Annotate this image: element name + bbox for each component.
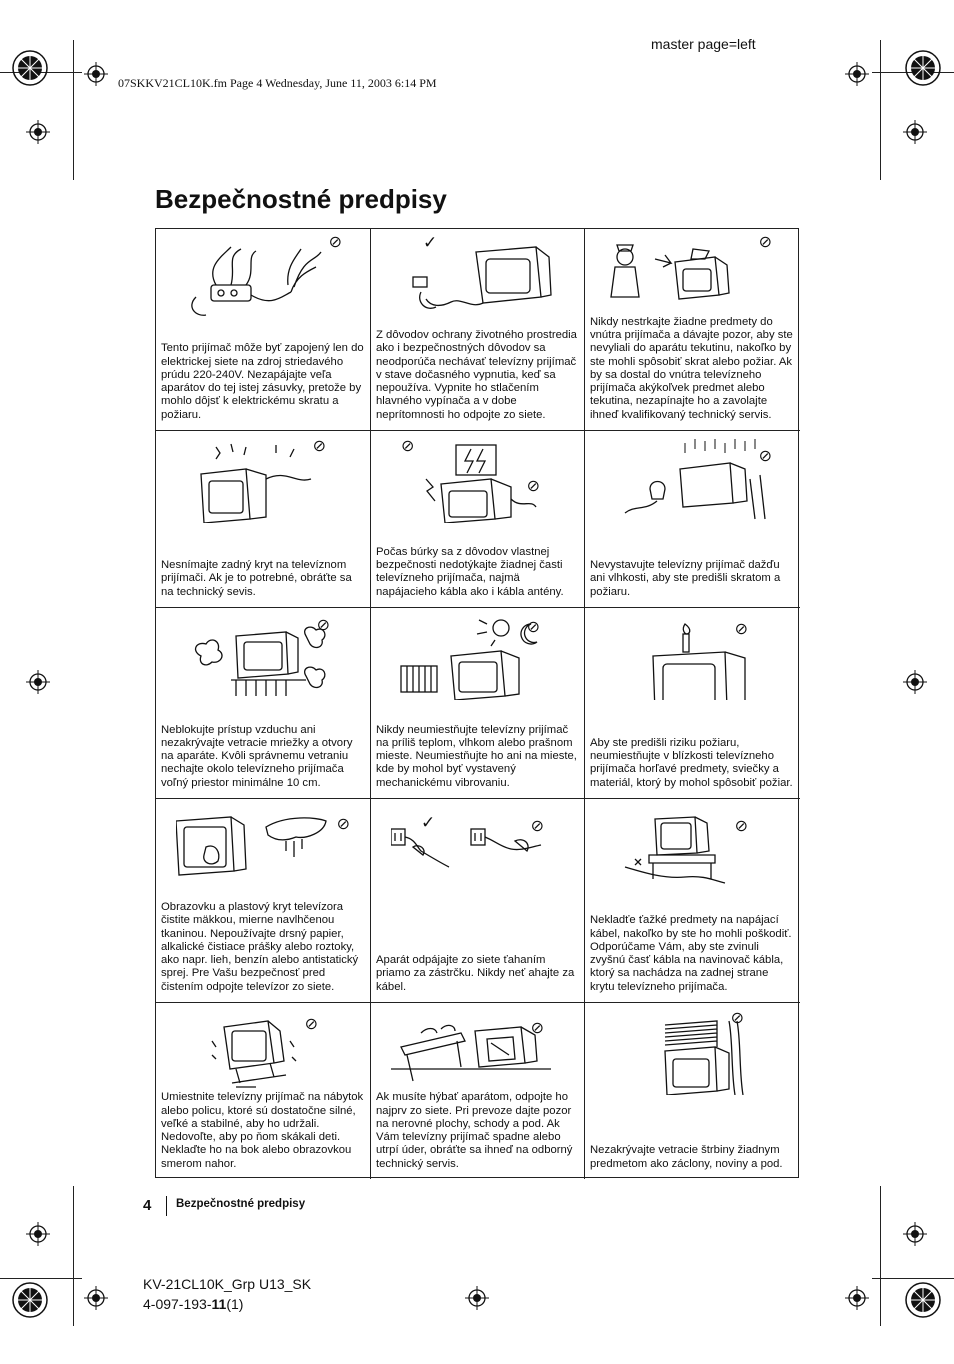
unstable-stand-icon bbox=[176, 1011, 346, 1095]
power-strip-icon bbox=[176, 234, 346, 321]
safety-item bbox=[585, 431, 800, 608]
safety-text: Umiestnite televízny prijímač na nábytok alebo policu, ktoré sú dostatočne silné, veľké a stabilné, aby ho udržali. Nedovoľte, aby po ňom skákali deti. Neklaďte ho na bok alebo obrazovkou smerom nahor. bbox=[161, 1091, 364, 1170]
safety-text: Neblokujte prístup vzduchu ani nezakrývajte vetracie mriežky a otvory na aparáte. Kvôli správnemu vetraniu nechajte okolo televízneho prijímača voľný priestor minimálne 10 cm. bbox=[161, 723, 353, 789]
prohibited-icon: ⊘ bbox=[734, 818, 748, 835]
registration-mark-icon bbox=[903, 48, 943, 88]
safety-item bbox=[371, 431, 585, 608]
prohibited-icon: ⊘ bbox=[328, 234, 342, 251]
prohibited-icon: ⊘ bbox=[336, 816, 350, 833]
safety-text: Obrazovku a plastový kryt televízora čistite mäkkou, mierne navlhčenou tkaninou. Nepoužívajte drsný papier, alkalické čistiace prášky alebo roztoky, ako napr. lieh, benzín alebo antistatický sprej. Pre Vašu bezpečnosť pred čistením odpojte televízor zo siete. bbox=[161, 900, 359, 993]
master-page-label: master page=left bbox=[651, 36, 756, 52]
unplug-tv-icon bbox=[391, 233, 561, 321]
document-code-suffix: (1) bbox=[226, 1296, 244, 1312]
crosshair-mark-icon bbox=[465, 1286, 489, 1310]
prohibited-icon: ⊘ bbox=[304, 1016, 318, 1033]
crosshair-mark-icon bbox=[26, 1222, 50, 1246]
crosshair-mark-icon bbox=[903, 1222, 927, 1246]
safety-item bbox=[371, 229, 585, 431]
safety-item bbox=[585, 799, 800, 1003]
crosshair-mark-icon bbox=[26, 670, 50, 694]
prohibited-icon: ⊘ bbox=[526, 478, 540, 495]
prohibited-icon: ⊘ bbox=[530, 818, 544, 835]
rain-icon bbox=[605, 439, 775, 523]
registration-mark-icon bbox=[903, 1280, 943, 1320]
safety-item bbox=[156, 1003, 371, 1179]
safety-item bbox=[585, 1003, 800, 1179]
file-info: 07SKKV21CL10K.fm Page 4 Wednesday, June 11, 2003 6:14 PM bbox=[118, 76, 437, 90]
prohibited-icon: ⊘ bbox=[758, 234, 772, 251]
allowed-icon: ✓ bbox=[423, 233, 438, 252]
footer-section: Bezpečnostné predpisy bbox=[176, 1198, 306, 1210]
crosshair-mark-icon bbox=[903, 670, 927, 694]
document-code-prefix: 4-097-193- bbox=[143, 1296, 212, 1312]
safety-text: Z dôvodov ochrany životného prostredia ako i bezpečnostných dôvodov sa neodporúča nechávať televízny prijímač v stave dočasného vypnutia, keď sa nepoužíva. Vypnite ho stlačením hlavného vypínača a v dobe neprítomnosti ho odpojte zo siete. bbox=[376, 328, 577, 421]
prohibited-icon: ⊘ bbox=[401, 438, 415, 455]
page-number: 4 bbox=[143, 1197, 152, 1214]
safety-item bbox=[156, 799, 371, 1003]
safety-item bbox=[585, 608, 800, 799]
prohibited-icon: ⊘ bbox=[734, 621, 748, 638]
crosshair-mark-icon bbox=[845, 1286, 869, 1310]
safety-text: Nekladťe ťažké predmety na napájací kábel, nakoľko by ste ho mohli poškodiť. Odporúčame Vám, aby ste zvinuli zvyšnú časť kábla na navinovač kábla, ktorý sa nachádza na zadnej strane krytu televízneho prijímača. bbox=[590, 914, 792, 993]
safety-text: Počas búrky sa z dôvodov vlastnej bezpečnosti nedotýkajte žiadnej časti televízneho prijímača, najmä napájacieho kábla ako i kábla antény. bbox=[376, 545, 564, 598]
safety-item bbox=[156, 608, 371, 799]
prohibited-icon: ⊘ bbox=[312, 438, 326, 455]
covered-vents-icon bbox=[605, 1011, 775, 1095]
footer-divider bbox=[166, 1196, 167, 1216]
safety-text: Aparát odpájajte zo siete ťahaním priamo za zástrčku. Nikdy neť ahajte za kábel. bbox=[376, 954, 575, 993]
crosshair-mark-icon bbox=[845, 62, 869, 86]
model-code: KV-21CL10K_Grp U13_SK bbox=[143, 1276, 312, 1292]
prohibited-icon: ⊘ bbox=[730, 1010, 744, 1027]
prohibited-icon: ⊘ bbox=[758, 448, 772, 465]
safety-text: Ak musíte hýbať aparátom, odpojte ho najprv zo siete. Pri prevoze dajte pozor na nerovné plochy, schody a pod. Ak Vám televízny prijímač spadne alebo utrpí úder, obráťte sa ihneď na odborný technický servis. bbox=[376, 1091, 573, 1170]
insert-object-icon bbox=[605, 234, 775, 321]
registration-mark-icon bbox=[10, 1280, 50, 1320]
safety-item bbox=[371, 608, 585, 799]
safety-item bbox=[371, 1003, 585, 1179]
cable-weight-icon bbox=[605, 807, 775, 891]
document-code bbox=[143, 1296, 243, 1312]
safety-text: Aby ste predišli riziku požiaru, neumiestňujte v blízkosti televízneho prijímača horľavé predmety, sviečky a materiál, ktorý by mohol spôsobiť požiar. bbox=[590, 736, 793, 789]
safety-text: Nezakrývajte vetracie štrbiny žiadnym predmetom ako záclony, noviny a pod. bbox=[590, 1144, 783, 1170]
safety-text: Nesnímajte zadný kryt na televíznom prijímači. Ak je to potrebné, obráťte sa na technický sevis. bbox=[161, 559, 352, 598]
candle-icon bbox=[605, 616, 775, 700]
document-code-bold: 11 bbox=[211, 1296, 227, 1312]
safety-grid bbox=[155, 228, 799, 1178]
safety-item bbox=[156, 431, 371, 608]
crosshair-mark-icon bbox=[84, 1286, 108, 1310]
crosshair-mark-icon bbox=[26, 120, 50, 144]
page-title: Bezpečnostné predpisy bbox=[155, 184, 447, 214]
registration-mark-icon bbox=[10, 48, 50, 88]
prohibited-icon: ⊘ bbox=[526, 619, 540, 636]
safety-text: Nikdy nestrkajte žiadne predmety do vnútra prijímača a dávajte pozor, aby ste nevyliali do aparátu tekutinu, nakoľko by ste mohli spôsobiť skrat alebo požiar. Ak by sa dostal do vnútra televízneho prijímača akýkoľvek predmet alebo tekutina, nezapínajte ho a zavolajte ihneď kvalifikovaný technický servis. bbox=[590, 315, 793, 421]
safety-item bbox=[156, 229, 371, 431]
crosshair-mark-icon bbox=[84, 62, 108, 86]
safety-text: Tento prijímač môže byť zapojený len do elektrickej siete na zdroj striedavého prúdu 220-240V. Nezapájajte veľa aparátov do tej istej zásuvky, pretože by mohlo dôjsť k elektrickému skratu a požiaru. bbox=[161, 342, 364, 421]
safety-text: Nevystavujte televízny prijímač dažďu ani vlhkosti, aby ste predišli skratom a požiaru. bbox=[590, 559, 781, 598]
crosshair-mark-icon bbox=[903, 120, 927, 144]
safety-item bbox=[585, 229, 800, 431]
safety-text: Nikdy neumiestňujte televízny prijímač na príliš teplom, vlhkom alebo prašnom mieste. Neumiestňujte ho ani na mieste, kde by mohol byť vystavený mechanickému vibrovaniu. bbox=[376, 723, 577, 789]
prohibited-icon: ⊘ bbox=[530, 1020, 544, 1037]
prohibited-icon: ⊘ bbox=[316, 617, 330, 634]
safety-item bbox=[371, 799, 585, 1003]
allowed-icon: ✓ bbox=[421, 813, 436, 832]
cleaning-cloth-icon bbox=[176, 807, 346, 891]
